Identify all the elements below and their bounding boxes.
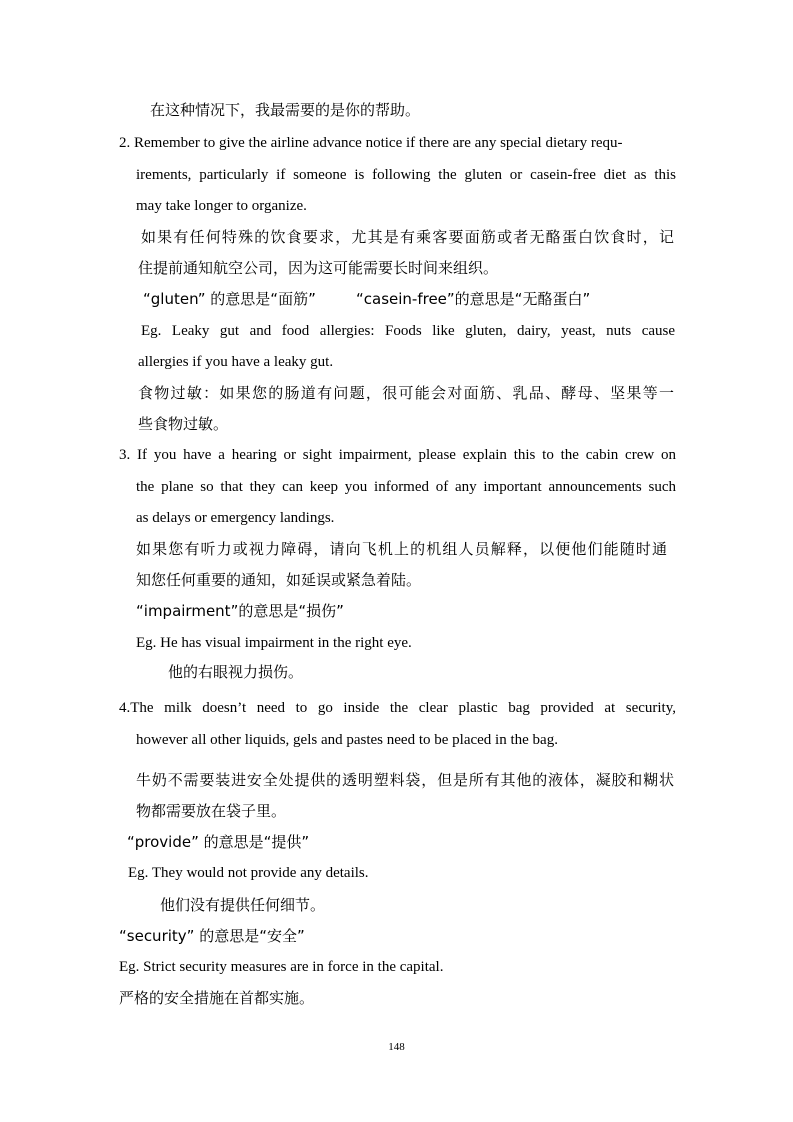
item-2-line-3: may take longer to organize. (136, 198, 307, 214)
example-line: Eg. Leaky gut and food allergies: Foods like gluten, dairy, yeast, nuts cause (141, 323, 675, 339)
item-2-line-2: irements, particularly if someone is following the gluten or casein-free diet as this (136, 167, 676, 183)
item-3-line-3: as delays or emergency landings. (136, 510, 335, 526)
text-line: 在这种情况下，我最需要的是你的帮助。 (150, 101, 421, 119)
translation-line: 住提前通知航空公司，因为这可能需要长时间来组织。 (138, 259, 499, 277)
item-4-line-1: 4.The milk doesn’t need to go inside the clear plastic bag provided at security, (119, 700, 676, 716)
item-2-line-1: 2. Remember to give the airline advance notice if there are any special dietary requ- (119, 135, 623, 151)
vocab-impairment: “impairment”的意思是“损伤” (136, 602, 344, 620)
item-4-line-2: however all other liquids, gels and pastes need to be placed in the bag. (136, 732, 558, 748)
translation-line: 如果您有听力或视力障碍，请向飞机上的机组人员解释，以便他们能随时通 (136, 540, 667, 558)
vocab-gluten: “gluten” 的意思是“面筋” (143, 290, 316, 308)
translation-line: 物都需要放在袋子里。 (136, 802, 287, 820)
translation-line: 牛奶不需要装进安全处提供的透明塑料袋，但是所有其他的液体，凝胶和糊状 (136, 771, 674, 789)
example-line: Eg. They would not provide any details. (128, 865, 369, 881)
vocab-security: “security” 的意思是“安全” (119, 927, 305, 945)
item-3-line-2: the plane so that they can keep you informed of any important announcements such (136, 479, 676, 495)
example-line: Eg. He has visual impairment in the right eye. (136, 635, 412, 651)
translation-line: 如果有任何特殊的饮食要求，尤其是有乘客要面筋或者无酪蛋白饮食时，记 (141, 228, 674, 246)
vocab-provide: “provide” 的意思是“提供” (127, 833, 310, 851)
example-line: Eg. Strict security measures are in force in the capital. (119, 959, 444, 975)
item-3-line-1: 3. If you have a hearing or sight impairment, please explain this to the cabin crew on (119, 447, 676, 463)
translation-line: 他们没有提供任何细节。 (160, 896, 326, 914)
translation-line: 些食物过敏。 (138, 415, 229, 433)
translation-line: 严格的安全措施在首都实施。 (119, 989, 315, 1007)
example-line: allergies if you have a leaky gut. (138, 354, 334, 370)
vocab-casein-free: “casein-free”的意思是“无酪蛋白” (356, 290, 591, 308)
page-number: 148 (388, 1041, 405, 1053)
translation-line: 食物过敏：如果您的肠道有问题，很可能会对面筋、乳品、酵母、坚果等一 (138, 384, 674, 402)
translation-line: 知您任何重要的通知，如延误或紧急着陆。 (136, 571, 422, 589)
translation-line: 他的右眼视力损伤。 (168, 663, 304, 681)
